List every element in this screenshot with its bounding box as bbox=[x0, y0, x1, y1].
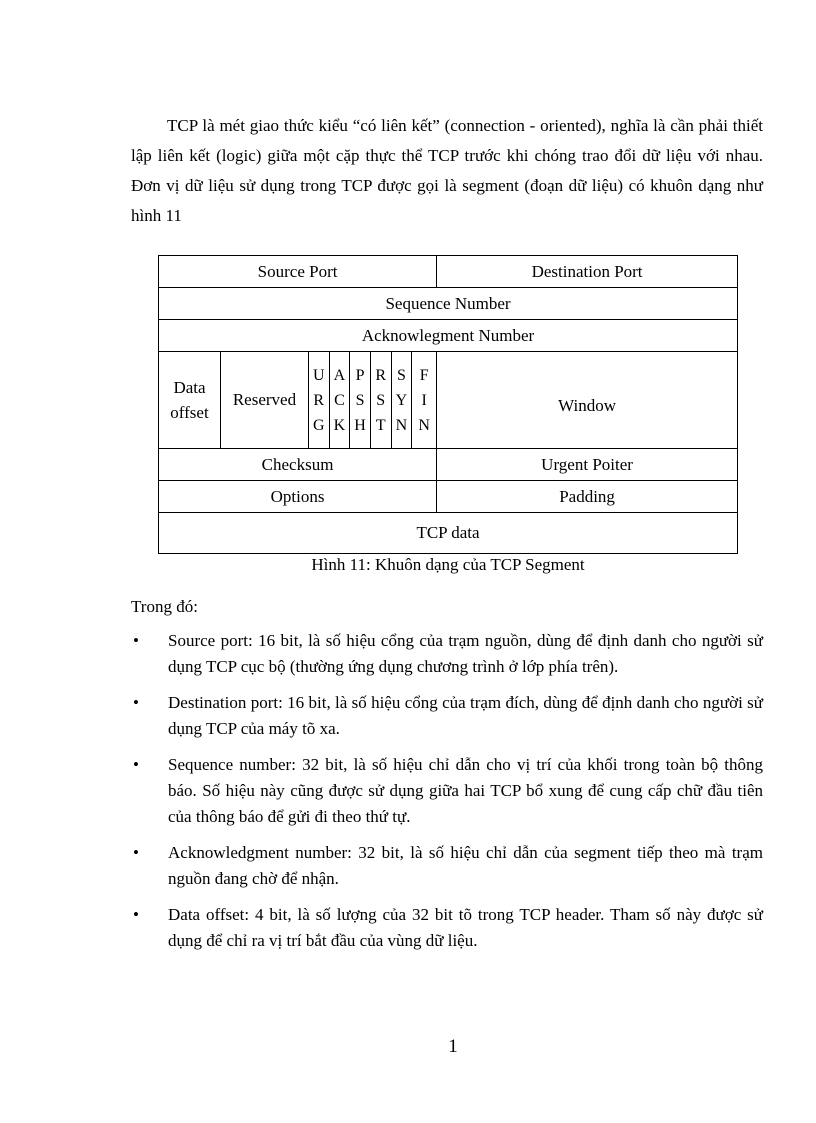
flag-letter: P bbox=[355, 366, 365, 384]
intro-paragraph bbox=[131, 111, 763, 231]
list-item bbox=[131, 752, 763, 830]
flag-letter: Y bbox=[395, 391, 408, 409]
table-row bbox=[159, 449, 738, 481]
list-item-text: Sequence number: 32 bit, là số hiệu chỉ dẫn cho vị trí của khối trong toàn bộ thông báo. Số hiệu này cũng được sử dụng giữa hai TCP bổ xung để cung cấp chữ đầu tiên của thông báo để gửi đi theo thứ tự. bbox=[168, 755, 763, 826]
sequence-number-cell: Sequence Number bbox=[159, 288, 738, 320]
flag-letter: N bbox=[395, 416, 408, 434]
options-cell: Options bbox=[159, 481, 437, 513]
bullet-icon: • bbox=[133, 755, 139, 774]
flag-letter: G bbox=[312, 416, 325, 434]
list-item-text: Data offset: 4 bit, là số lượng của 32 bit tõ trong TCP header. Tham số này được sử dụng để chỉ ra vị trí bắt đầu của vùng dữ liệu. bbox=[168, 905, 763, 950]
padding-cell: Padding bbox=[437, 481, 738, 513]
page-number: 1 bbox=[448, 1036, 458, 1057]
flag-letter: T bbox=[375, 416, 386, 434]
flag-letter: R bbox=[313, 391, 325, 409]
tcp-segment-table bbox=[158, 255, 738, 554]
list-item-text: Acknowledgment number: 32 bit, là số hiệu chỉ dẫn của segment tiếp theo mà trạm nguồn đang chờ để nhận. bbox=[168, 843, 763, 888]
reserved-cell: Reserved bbox=[221, 352, 309, 449]
flag-letter: K bbox=[333, 416, 346, 434]
bullet-icon: • bbox=[133, 631, 139, 650]
source-port-cell: Source Port bbox=[159, 256, 437, 288]
window-cell: Window bbox=[437, 352, 738, 449]
flag-letter: S bbox=[396, 366, 406, 384]
trong-do-label: Trong đó: bbox=[131, 597, 198, 616]
data-offset-cell bbox=[159, 352, 221, 449]
flag-psh-cell bbox=[350, 352, 371, 449]
list-item bbox=[131, 628, 763, 680]
flag-letter: F bbox=[419, 366, 429, 384]
checksum-cell: Checksum bbox=[159, 449, 437, 481]
table-row bbox=[159, 256, 738, 288]
destination-port-cell: Destination Port bbox=[437, 256, 738, 288]
bullet-icon: • bbox=[133, 693, 139, 712]
flag-letter: I bbox=[421, 391, 427, 409]
list-item bbox=[131, 902, 763, 954]
table-row bbox=[159, 320, 738, 352]
intro-text: TCP là mét giao thức kiểu “có liên kết” (connection - oriented), nghĩa là cần phải thiết lập liên kết (logic) giữa một cặp thực thể TCP trước khi chóng trao đổi dữ liệu với nhau. Đơn vị dữ liệu sử dụng trong TCP được gọi là segment (đoạn dữ liệu) có khuôn dạng như hình 11 bbox=[131, 116, 763, 225]
flag-fin-cell bbox=[412, 352, 437, 449]
flag-letter: S bbox=[355, 391, 365, 409]
flag-letter: S bbox=[376, 391, 386, 409]
urgent-pointer-cell: Urgent Poiter bbox=[437, 449, 738, 481]
flag-letter: R bbox=[375, 366, 387, 384]
list-item bbox=[131, 690, 763, 742]
table-row bbox=[159, 352, 738, 449]
figure-caption: Hình 11: Khuôn dạng của TCP Segment bbox=[311, 555, 585, 574]
flag-ack-cell bbox=[329, 352, 350, 449]
tcp-data-cell: TCP data bbox=[159, 513, 738, 554]
table-row bbox=[159, 513, 738, 554]
list-item-text: Destination port: 16 bit, là số hiệu cổng của trạm đích, dùng để định danh cho người sử dụng TCP của máy tõ xa. bbox=[168, 693, 763, 738]
flag-letter: A bbox=[333, 366, 346, 384]
flag-letter: N bbox=[418, 416, 430, 434]
flag-letter: H bbox=[354, 416, 366, 434]
flag-urg-cell bbox=[308, 352, 329, 449]
table-row bbox=[159, 288, 738, 320]
flag-rst-cell bbox=[370, 352, 391, 449]
flag-letter: C bbox=[334, 391, 345, 409]
bullet-icon: • bbox=[133, 905, 139, 924]
data-offset-line-2: offset bbox=[170, 403, 209, 422]
flag-letter: U bbox=[312, 366, 325, 384]
ack-number-cell: Acknowlegment Number bbox=[159, 320, 738, 352]
table-row bbox=[159, 481, 738, 513]
data-offset-line-1: Data bbox=[173, 378, 206, 397]
flag-syn-cell bbox=[391, 352, 412, 449]
field-description-list bbox=[131, 628, 763, 964]
list-item-text: Source port: 16 bit, là số hiệu cổng của trạm nguồn, dùng để định danh cho người sử dụng TCP cục bộ (thường ứng dụng chương trình ở lớp phía trên). bbox=[168, 631, 763, 676]
list-item bbox=[131, 840, 763, 892]
bullet-icon: • bbox=[133, 843, 139, 862]
